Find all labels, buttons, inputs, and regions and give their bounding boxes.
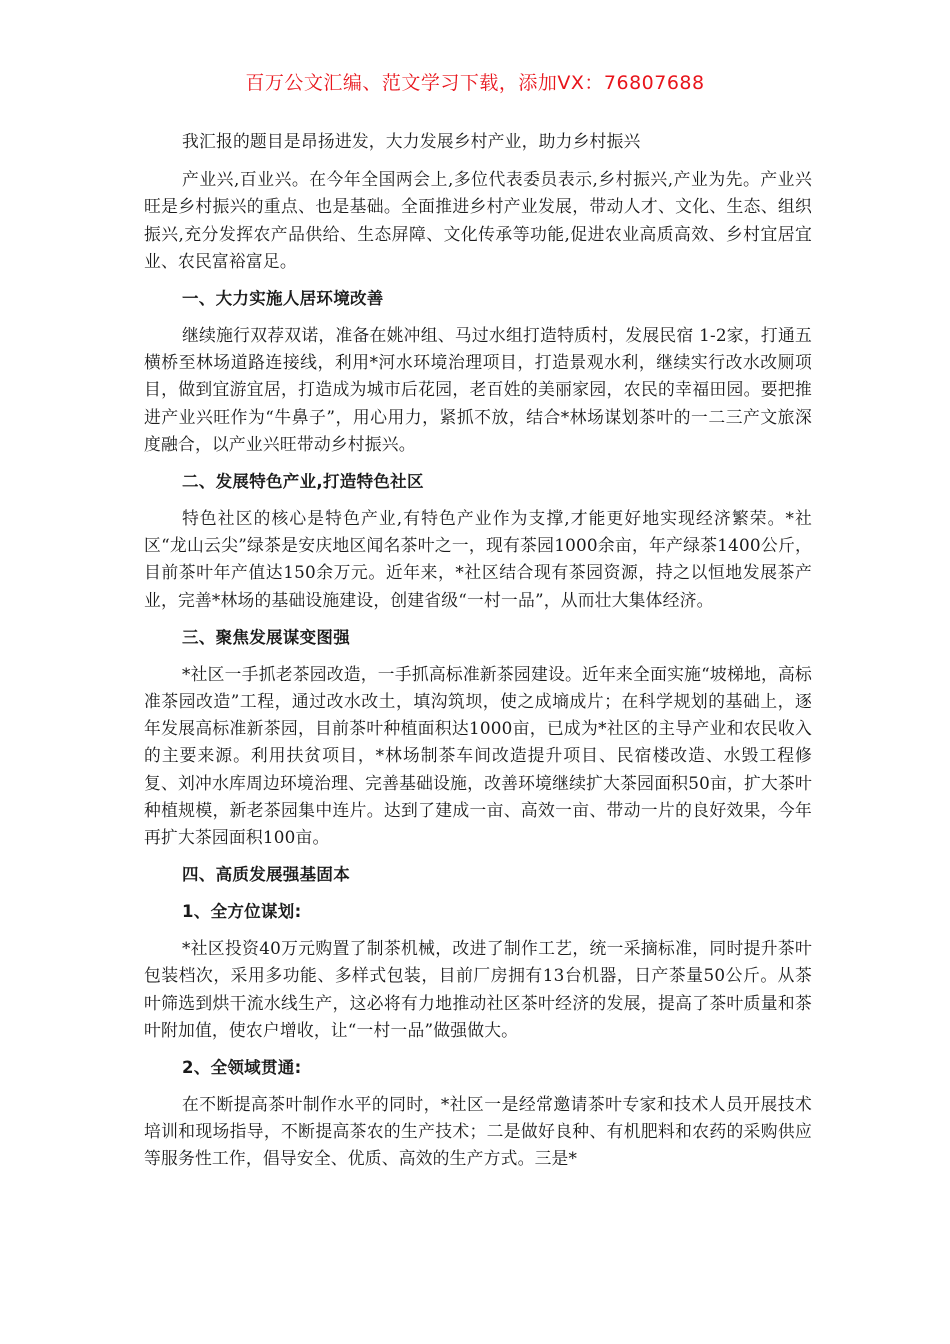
section-3-heading: 三、聚焦发展谋变图强 xyxy=(182,627,350,647)
section-1-heading: 一、大力实施人居环境改善 xyxy=(182,289,384,309)
document-body xyxy=(144,128,812,1182)
subsection-1-paragraph: *社区投资40万元购置了制茶机械，改进了制作工艺，统一采摘标准，同时提升茶叶包装档次，采用多功能、多样式包装，目前厂房拥有13台机器，日产茶量50公斤。从茶叶筛选到烘干流水线生产，这必将有力地推动社区茶叶经济的发展，提高了茶叶质量和茶叶附加值，使农户增收，让“一村一品”做强做大。 xyxy=(144,938,812,1040)
watermark-banner: 百万公文汇编、范文学习下载，添加VX：76807688 xyxy=(245,72,705,94)
subsection-2-paragraph: 在不断提高茶叶制作水平的同时，*社区一是经常邀请茶叶专家和技术人员开展技术培训和现场指导，不断提高茶农的生产技术；二是做好良种、有机肥料和农药的采购供应等服务性工作，倡导安全、优质、高效的生产方式。三是* xyxy=(144,1094,812,1169)
subsection-1-heading: 1、全方位谋划: xyxy=(182,902,302,922)
section-2-heading: 二、发展特色产业,打造特色社区 xyxy=(182,472,424,492)
intro-title: 我汇报的题目是昂扬进发，大力发展乡村产业，助力乡村振兴 xyxy=(182,131,641,151)
intro-paragraph: 产业兴,百业兴。在今年全国两会上,多位代表委员表示,乡村振兴,产业为先。产业兴旺是乡村振兴的重点、也是基础。全面推进乡村产业发展，带动人才、文化、生态、组织振兴,充分发挥农产品供给、生态屏障、文化传承等功能,促进农业高质高效、乡村宜居宜业、农民富裕富足。 xyxy=(144,169,812,271)
section-4-heading: 四、高质发展强基固本 xyxy=(182,865,350,885)
section-1-paragraph: 继续施行双荐双诺，准备在姚冲组、马过水组打造特质村，发展民宿 1-2家，打通五横桥至林场道路连接线，利用*河水环境治理项目，打造景观水利，继续实行改水改厕项目，做到宜游宜居，打造成为城市后花园，老百姓的美丽家园，农民的幸福田园。要把推进产业兴旺作为“牛鼻子”，用心用力，紧抓不放，结合*林场谋划茶叶的一二三产文旅深度融合，以产业兴旺带动乡村振兴。 xyxy=(144,325,812,454)
section-3-paragraph: *社区一手抓老茶园改造，一手抓高标准新茶园建设。近年来全面实施“坡梯地，高标准茶园改造”工程，通过改水改土，填沟筑坝，使之成墒成片；在科学规划的基础上，逐年发展高标准新茶园，目前茶叶种植面积达1000亩，已成为*社区的主导产业和农民收入的主要来源。利用扶贫项目，*林场制茶车间改造提升项目、民宿楼改造、水毁工程修复、刘冲水库周边环境治理、完善基础设施，改善环境继续扩大茶园面积50亩，扩大茶叶种植规模，新老茶园集中连片。达到了建成一亩、高效一亩、带动一片的良好效果，今年再扩大茶园面积100亩。 xyxy=(144,663,812,848)
subsection-2-heading: 2、全领域贯通: xyxy=(182,1058,302,1078)
section-2-paragraph: 特色社区的核心是特色产业,有特色产业作为支撑,才能更好地实现经济繁荣。*社区“龙山云尖”绿茶是安庆地区闻名茶叶之一，现有茶园1000余亩，年产绿茶1400公斤，目前茶叶年产值达150余万元。近年来，*社区结合现有茶园资源，持之以恒地发展茶产业，完善*林场的基础设施建设，创建省级“一村一品”，从而壮大集体经济。 xyxy=(144,508,812,610)
